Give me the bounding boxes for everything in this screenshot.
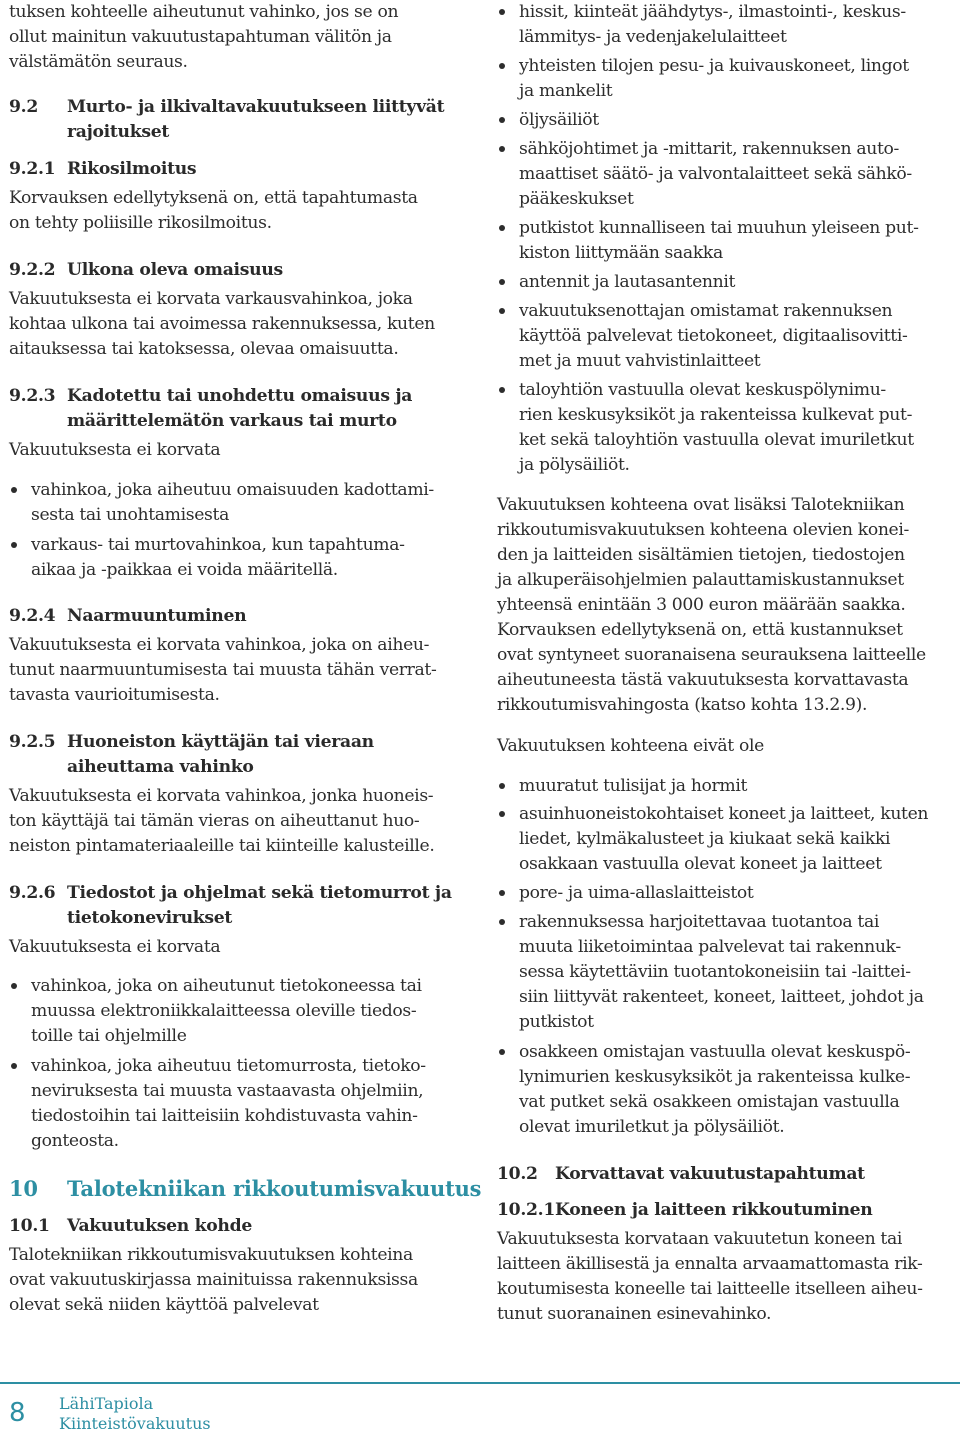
list-item: met ja muut vahvistinlaitteet: [519, 351, 761, 371]
lead-text: Vakuutuksesta ei korvata: [9, 937, 221, 957]
list-item: lynimurien keskusyksiköt ja rakenteissa kulke-: [519, 1067, 911, 1087]
paragraph-line: den ja laitteiden sisältämien tietojen, tiedostojen: [497, 545, 905, 565]
list-item: ja mankelit: [519, 81, 613, 101]
intro-line: ollut mainitun vakuutustapahtuman välitön ja: [9, 27, 392, 47]
chapter-title: Talotekniikan rikkoutumisvakuutus: [67, 1176, 482, 1201]
section-title: Tiedostot ja ohjelmat sekä tietomurrot ja: [67, 883, 452, 903]
paragraph-line: Vakuutuksen kohteena ovat lisäksi Talotekniikan: [497, 495, 905, 515]
list-item: käyttöä palvelevat tietokoneet, digitaalisovitti-: [519, 326, 908, 346]
section-title: tietokonevirukset: [67, 908, 233, 928]
footer-divider: [0, 1382, 960, 1384]
paragraph-line: koutumisesta koneelle tai laitteelle itselleen aiheu-: [497, 1279, 923, 1299]
section-number: 9.2.1: [9, 159, 56, 179]
section-title: Rikosilmoitus: [67, 159, 197, 179]
section-title: Murto- ja ilkivaltavakuutukseen liittyvät: [67, 97, 445, 117]
list-item: sähköjohtimet ja -mittarit, rakennuksen auto-: [519, 139, 899, 159]
paragraph-line: ovat syntyneet suoranaisena seurauksena laitteelle: [497, 645, 926, 665]
list-item: taloyhtiön vastuulla olevat keskuspölynimu-: [519, 380, 886, 400]
list-item: ja pölysäiliöt.: [519, 455, 630, 475]
footer-brand: [59, 1394, 211, 1434]
list-item: pore- ja uima-allaslaitteistot: [519, 883, 754, 903]
list-item: asuinhuoneistokohtaiset koneet ja laitteet, kuten: [519, 804, 929, 824]
list-item: muuta liiketoimintaa palvelevat tai rakennuk-: [519, 937, 901, 957]
list-item: ket sekä taloyhtiön vastuulla olevat imuriletkut: [519, 430, 914, 450]
list-item: gonteosta.: [31, 1131, 119, 1151]
list-item: osakkaan vastuulla olevat koneet ja laitteet: [519, 854, 882, 874]
paragraph-line: Vakuutuksesta ei korvata varkausvahinkoa, joka: [9, 289, 413, 309]
list-item: tiedostoihin tai laitteisiin kohdistuvasta vahin-: [31, 1106, 418, 1126]
section-title: rajoitukset: [67, 122, 169, 142]
list-item: pääkeskukset: [519, 189, 634, 209]
list-item: vahinkoa, joka on aiheutunut tietokoneessa tai: [31, 976, 422, 996]
paragraph-line: ovat vakuutuskirjassa mainituissa rakennuksissa: [9, 1270, 418, 1290]
list-item: sesta tai unohtamisesta: [31, 505, 229, 525]
list-item: muussa elektroniikkalaitteessa oleville tiedos-: [31, 1001, 417, 1021]
section-title: Vakuutuksen kohde: [67, 1216, 252, 1236]
section-number: 9.2.3: [9, 386, 56, 406]
list-item: toille tai ohjelmille: [31, 1026, 187, 1046]
brand-product: Kiinteistövakuutus: [59, 1414, 211, 1433]
paragraph-line: laitteen äkillisestä ja ennalta arvaamattomasta rik-: [497, 1254, 923, 1274]
list-item: osakkeen omistajan vastuulla olevat keskuspö-: [519, 1042, 911, 1062]
section-number: 10.2.1: [497, 1200, 556, 1220]
paragraph-line: Vakuutuksesta ei korvata vahinkoa, joka on aiheu-: [9, 635, 430, 655]
list-item: siin liittyvät rakenteet, koneet, laitteet, johdot ja: [519, 987, 924, 1007]
list-item: aikaa ja -paikkaa ei voida määritellä.: [31, 560, 338, 580]
paragraph-line: yhteensä enintään 3 000 euron määrään saakka.: [497, 595, 906, 615]
paragraph-line: ja alkuperäisohjelmien palauttamiskustannukset: [497, 570, 904, 590]
list-item: lämmitys- ja vedenjakelulaitteet: [519, 27, 787, 47]
paragraph-line: Korvauksen edellytyksenä on, että kustannukset: [497, 620, 903, 640]
lead-text: Vakuutuksen kohteena eivät ole: [497, 736, 764, 756]
list-item: vahinkoa, joka aiheutuu omaisuuden kadottami-: [31, 480, 434, 500]
chapter-number: 10: [9, 1176, 38, 1201]
section-title: Huoneiston käyttäjän tai vieraan: [67, 732, 374, 752]
paragraph-line: rikkoutumisvahingosta (katso kohta 13.2.9).: [497, 695, 868, 715]
paragraph-line: Talotekniikan rikkoutumisvakuutuksen kohteina: [9, 1245, 413, 1265]
list-item: rakennuksessa harjoitettavaa tuotantoa tai: [519, 912, 879, 932]
list-item: rien keskusyksiköt ja rakenteissa kulkevat put-: [519, 405, 913, 425]
section-title: Korvattavat vakuutustapahtumat: [555, 1164, 865, 1184]
paragraph-line: tunut naarmuuntumisesta tai muusta tähän verrat-: [9, 660, 437, 680]
list-item: neviruksesta tai muusta vastaavasta ohjelmiin,: [31, 1081, 424, 1101]
paragraph-line: on tehty poliisille rikosilmoitus.: [9, 213, 272, 233]
section-title: määrittelemätön varkaus tai murto: [67, 411, 397, 431]
list-item: yhteisten tilojen pesu- ja kuivauskoneet, lingot: [519, 56, 909, 76]
list-item: sessa käytettäviin tuotantokoneisiin tai -laittei-: [519, 962, 911, 982]
paragraph-line: rikkoutumisvakuutuksen kohteena olevien konei-: [497, 520, 909, 540]
section-title: Naarmuuntuminen: [67, 606, 247, 626]
section-title: Ulkona oleva omaisuus: [67, 260, 283, 280]
list-item: liedet, kylmäkalusteet ja kiukaat sekä kaikki: [519, 829, 891, 849]
paragraph-line: neiston pintamateriaaleille tai kiinteille kalusteille.: [9, 836, 435, 856]
list-item: muuratut tulisijat ja hormit: [519, 776, 748, 796]
section-number: 10.1: [9, 1216, 50, 1236]
list-item: öljysäiliöt: [519, 110, 599, 130]
list-item: olevat imuriletkut ja pölysäiliöt.: [519, 1117, 785, 1137]
paragraph-line: Korvauksen edellytyksenä on, että tapahtumasta: [9, 188, 418, 208]
intro-line: välstämätön seuraus.: [9, 52, 188, 72]
list-item: vat putket sekä osakkeen omistajan vastuulla: [519, 1092, 900, 1112]
paragraph-line: tavasta vaurioitumisesta.: [9, 685, 220, 705]
list-item: hissit, kiinteät jäähdytys-, ilmastointi-, keskus-: [519, 2, 906, 22]
section-number: 9.2.6: [9, 883, 56, 903]
list-item: maattiset säätö- ja valvontalaitteet sekä sähkö-: [519, 164, 912, 184]
section-number: 9.2.2: [9, 260, 56, 280]
paragraph-line: kohtaa ulkona tai avoimessa rakennuksessa, kuten: [9, 314, 435, 334]
paragraph-line: aitauksessa tai katoksessa, olevaa omaisuutta.: [9, 339, 399, 359]
brand-name: LähiTapiola: [59, 1394, 154, 1413]
section-number: 9.2.5: [9, 732, 56, 752]
section-number: 10.2: [497, 1164, 538, 1184]
list-item: antennit ja lautasantennit: [519, 272, 736, 292]
list-item: vahinkoa, joka aiheutuu tietomurrosta, tietoko-: [31, 1056, 426, 1076]
section-number: 9.2.4: [9, 606, 56, 626]
section-title: Koneen ja laitteen rikkoutuminen: [555, 1200, 873, 1220]
paragraph-line: tunut suoranainen esinevahinko.: [497, 1304, 772, 1324]
lead-text: Vakuutuksesta ei korvata: [9, 440, 221, 460]
section-title: aiheuttama vahinko: [67, 757, 254, 777]
paragraph-line: olevat sekä niiden käyttöä palvelevat: [9, 1295, 319, 1315]
section-title: Kadotettu tai unohdettu omaisuus ja: [67, 386, 413, 406]
intro-line: tuksen kohteelle aiheutunut vahinko, jos se on: [9, 2, 399, 22]
paragraph-line: Vakuutuksesta korvataan vakuutetun koneen tai: [497, 1229, 903, 1249]
paragraph-line: ton käyttäjä tai tämän vieras on aiheuttanut huo-: [9, 811, 420, 831]
list-item: kiston liittymään saakka: [519, 243, 723, 263]
list-item: putkistot kunnalliseen tai muuhun yleiseen put-: [519, 218, 919, 238]
list-item: vakuutuksenottajan omistamat rakennuksen: [519, 301, 893, 321]
paragraph-line: Vakuutuksesta ei korvata vahinkoa, jonka huoneis-: [9, 786, 434, 806]
list-item: putkistot: [519, 1012, 594, 1032]
section-number: 9.2: [9, 97, 39, 117]
paragraph-line: aiheutuneesta tästä vakuutuksesta korvattavasta: [497, 670, 909, 690]
list-item: varkaus- tai murtovahinkoa, kun tapahtuma-: [31, 535, 405, 555]
page-number: 8: [9, 1398, 26, 1428]
